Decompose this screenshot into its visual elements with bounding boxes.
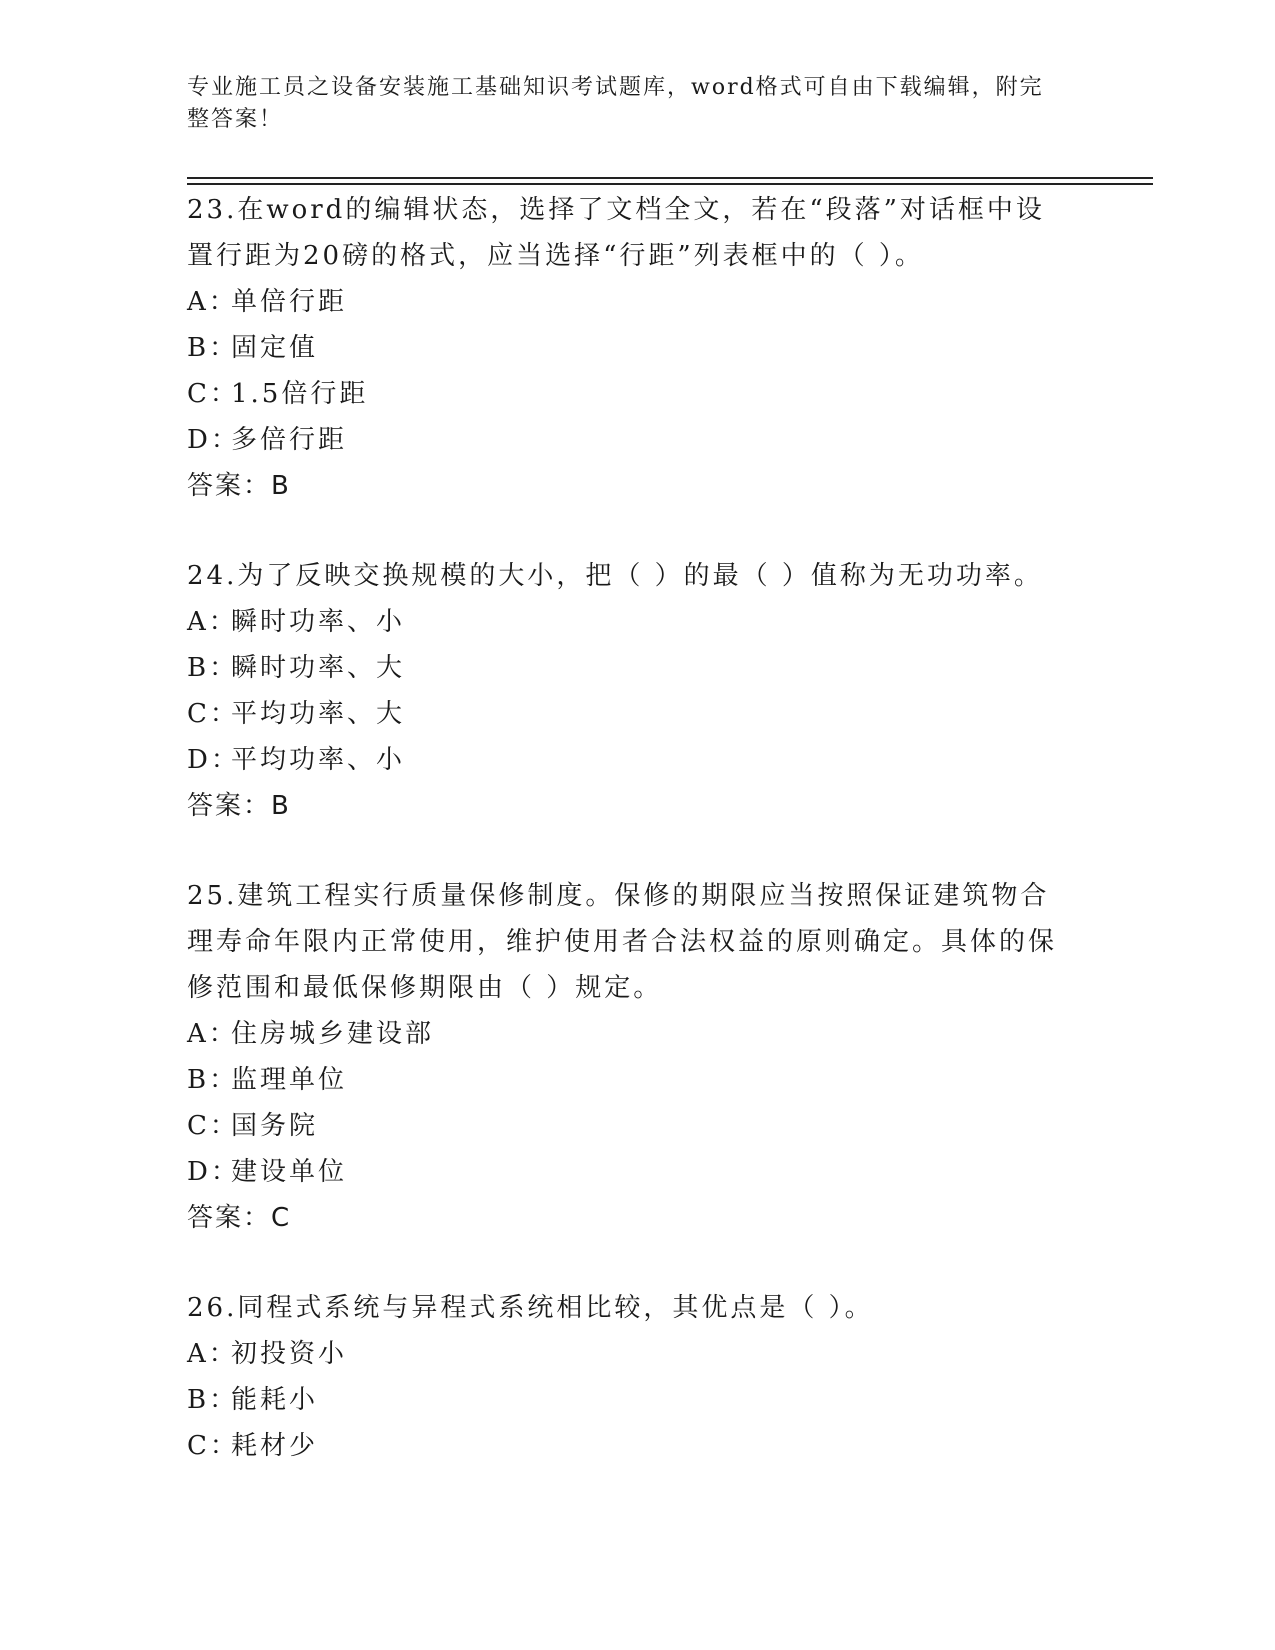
option-key: C： [187,1431,239,1461]
option-text: 固定值 [231,333,319,363]
option-d [187,1149,1087,1195]
option-c [187,1423,1087,1469]
option-key: C： [187,699,239,729]
option-key: A： [187,1019,238,1049]
option-a [187,1331,1087,1377]
header-rule-bottom [187,183,1153,185]
question-24 [187,553,1087,829]
question-26 [187,1285,1087,1469]
question-25 [187,873,1087,1241]
question-23 [187,187,1087,509]
option-text: 耗材少 [231,1431,319,1461]
answer-label: 答案：C [187,1203,292,1233]
option-text: 建设单位 [231,1157,348,1187]
option-key: A： [187,607,238,637]
answer-label: 答案：B [187,791,291,821]
option-key: C： [187,1111,239,1141]
question-stem: 23.在word的编辑状态，选择了文档全文，若在“段落”对话框中设置行距为20磅的格式，应当选择“行距”列表框中的（ ）。 [187,195,1045,271]
option-key: D： [187,425,240,455]
option-key: D： [187,1157,240,1187]
answer-label: 答案：B [187,471,291,501]
option-text: 平均功率、大 [231,699,406,729]
option-key: B： [187,333,239,363]
option-key: B： [187,1065,239,1095]
option-key: B： [187,653,239,683]
option-text: 住房城乡建设部 [231,1019,435,1049]
option-b [187,1377,1087,1423]
option-text: 平均功率、小 [231,745,406,775]
option-b [187,1057,1087,1103]
option-text: 多倍行距 [231,425,348,455]
option-a [187,279,1087,325]
document-header: 专业施工员之设备安装施工基础知识考试题库，word格式可自由下载编辑，附完整答案！ [187,75,1044,132]
option-d [187,417,1087,463]
option-text: 初投资小 [231,1339,348,1369]
option-b [187,325,1087,371]
option-key: D： [187,745,240,775]
option-text: 监理单位 [231,1065,348,1095]
option-c [187,1103,1087,1149]
question-stem: 25.建筑工程实行质量保修制度。保修的期限应当按照保证建筑物合理寿命年限内正常使用，维护使用者合法权益的原则确定。具体的保修范围和最低保修期限由（ ）规定。 [187,881,1058,1003]
option-text: 能耗小 [231,1385,319,1415]
question-list [187,187,1087,1513]
option-key: A： [187,1339,238,1369]
option-text: 瞬时功率、大 [231,653,406,683]
option-b [187,645,1087,691]
option-key: B： [187,1385,239,1415]
option-a [187,1011,1087,1057]
header-rule-top [187,177,1153,179]
option-c [187,371,1087,417]
option-c [187,691,1087,737]
option-text: 1.5倍行距 [231,379,369,409]
option-text: 单倍行距 [231,287,348,317]
option-text: 国务院 [231,1111,319,1141]
option-d [187,737,1087,783]
option-a [187,599,1087,645]
option-key: A： [187,287,238,317]
question-stem: 26.同程式系统与异程式系统相比较，其优点是（ ）。 [187,1293,874,1323]
option-text: 瞬时功率、小 [231,607,406,637]
option-key: C： [187,379,239,409]
question-stem: 24.为了反映交换规模的大小，把（ ）的最（ ）值称为无功功率。 [187,561,1043,591]
